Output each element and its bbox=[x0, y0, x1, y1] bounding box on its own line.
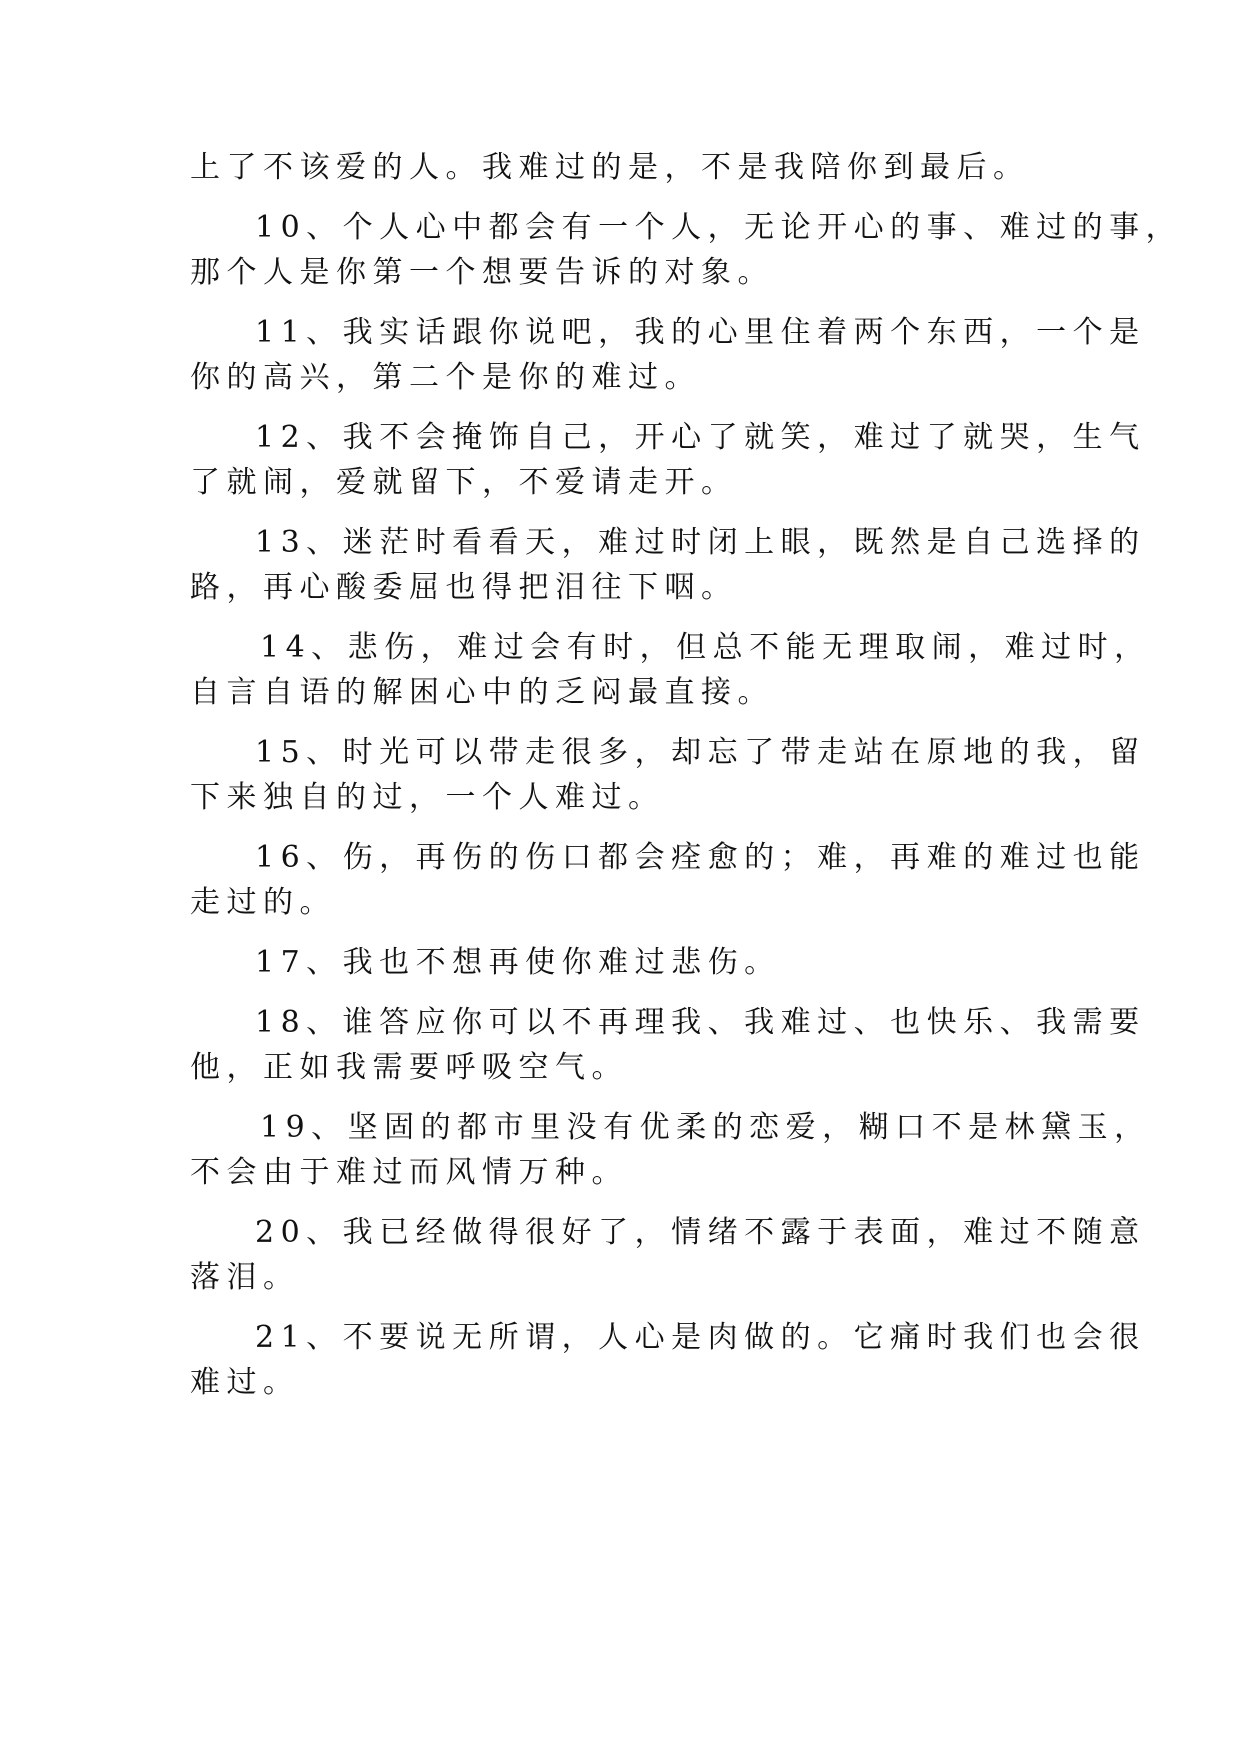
paragraph-20-line-1: 20、我已经做得很好了，情绪不露于表面，难过不随意 bbox=[255, 1215, 1146, 1250]
paragraph-19-line-2: 不会由于难过而风情万种。 bbox=[190, 1155, 628, 1190]
paragraph-18-line-1: 18、谁答应你可以不再理我、我难过、也快乐、我需要 bbox=[255, 1005, 1146, 1040]
paragraph-12-line-1: 12、我不会掩饰自己，开心了就笑，难过了就哭，生气 bbox=[255, 420, 1146, 455]
paragraph-16-line-2: 走过的。 bbox=[190, 885, 336, 920]
paragraph-20-line-2: 落泪。 bbox=[190, 1260, 300, 1295]
paragraph-21-line-1: 21、不要说无所谓，人心是肉做的。它痛时我们也会很 bbox=[255, 1320, 1146, 1355]
paragraph-15-line-2: 下来独自的过，一个人难过。 bbox=[190, 780, 665, 815]
paragraph-11-line-2: 你的高兴，第二个是你的难过。 bbox=[190, 360, 701, 395]
paragraph-13-line-1: 13、迷茫时看看天，难过时闭上眼，既然是自己选择的 bbox=[255, 525, 1146, 560]
paragraph-11-line-1: 11、我实话跟你说吧，我的心里住着两个东西，一个是 bbox=[255, 315, 1146, 350]
paragraph-13-line-2: 路，再心酸委屈也得把泪往下咽。 bbox=[190, 570, 738, 605]
paragraph-18-line-2: 他，正如我需要呼吸空气。 bbox=[190, 1050, 628, 1085]
paragraph-10-line-2: 那个人是你第一个想要告诉的对象。 bbox=[190, 255, 774, 290]
paragraph-10-line-1: 10、个人心中都会有一个人，无论开心的事、难过的事， bbox=[255, 210, 1183, 245]
paragraph-17-line-1: 17、我也不想再使你难过悲伤。 bbox=[255, 945, 781, 980]
paragraph-12-line-2: 了就闹，爱就留下，不爱请走开。 bbox=[190, 465, 738, 500]
paragraph-21-line-2: 难过。 bbox=[190, 1365, 300, 1400]
paragraph-16-line-1: 16、伤，再伤的伤口都会痊愈的；难，再难的难过也能 bbox=[255, 840, 1146, 875]
paragraph-14-line-2: 自言自语的解困心中的乏闷最直接。 bbox=[190, 675, 774, 710]
paragraph-19-line-1: 19、坚固的都市里没有优柔的恋爱，糊口不是林黛玉， bbox=[260, 1110, 1151, 1145]
paragraph-continuation: 上了不该爱的人。我难过的是，不是我陪你到最后。 bbox=[190, 150, 1030, 185]
paragraph-14-line-1: 14、悲伤，难过会有时，但总不能无理取闹，难过时， bbox=[260, 630, 1151, 665]
paragraph-15-line-1: 15、时光可以带走很多，却忘了带走站在原地的我，留 bbox=[255, 735, 1146, 770]
